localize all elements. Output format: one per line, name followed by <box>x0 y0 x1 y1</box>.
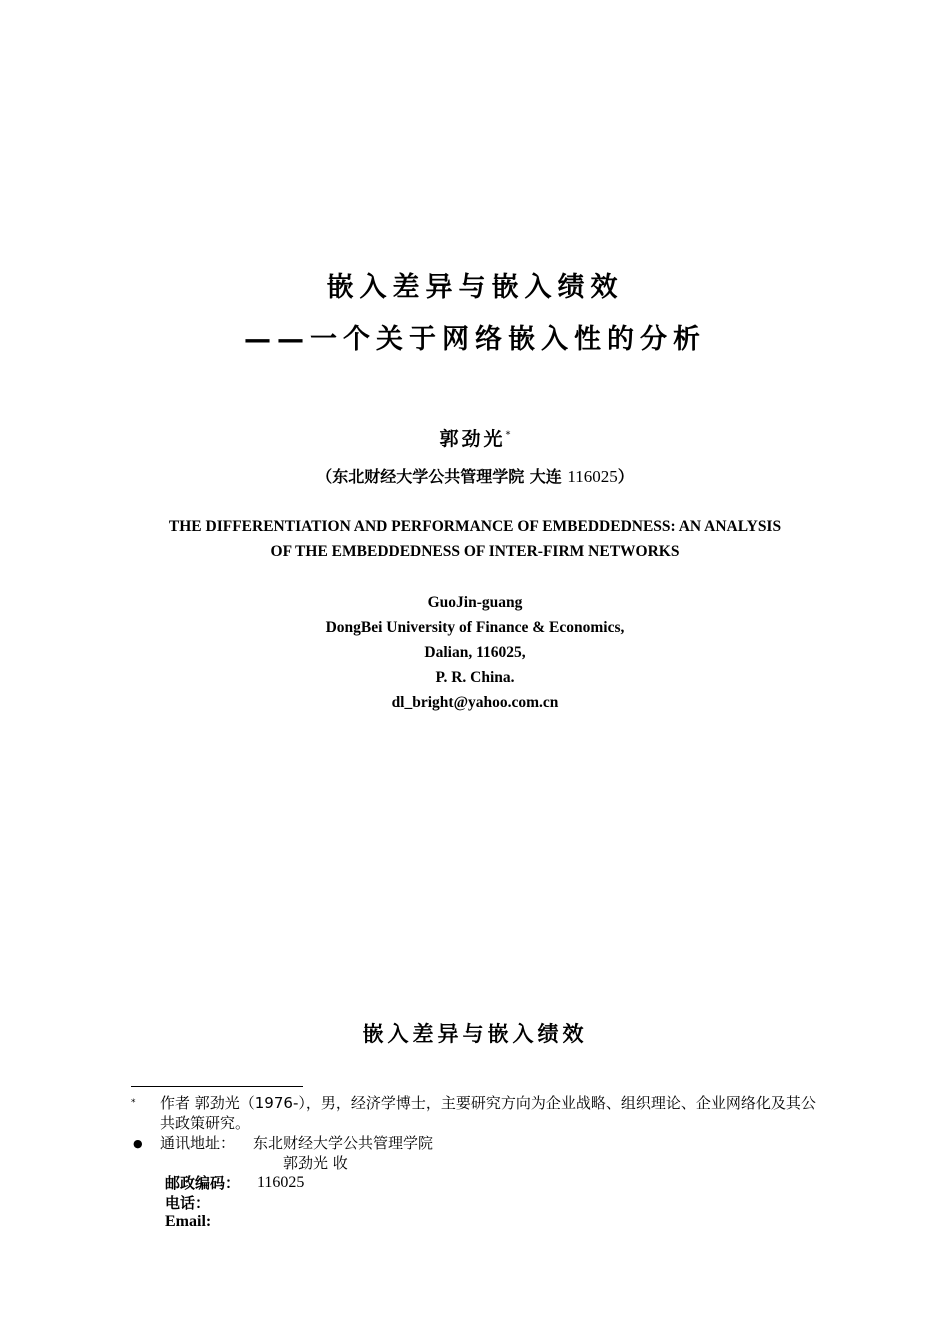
english-email: dl_bright@yahoo.com.cn <box>391 694 559 711</box>
tel-label: 电话： <box>165 1194 211 1212</box>
running-title: 嵌入差异与嵌入绩效 <box>362 1022 588 1046</box>
english-institution: DongBei University of Finance & Economics, <box>325 619 625 636</box>
paper-title-line1: 嵌入差异与嵌入绩效 <box>326 272 624 303</box>
affiliation-text: （东北财经大学公共管理学院 大连 <box>316 467 568 486</box>
zip-value: 116025 <box>257 1174 305 1191</box>
english-country: P. R. China. <box>435 669 515 686</box>
affiliation-close: ） <box>617 467 634 486</box>
zip-label: 邮政编码： <box>165 1174 241 1192</box>
english-author: GuoJin-guang <box>427 594 523 611</box>
affiliation-cn <box>0 464 950 487</box>
author-name: 郭劲光 <box>439 428 506 450</box>
paper-title-line2: ——一个关于网络嵌入性的分析 <box>244 324 706 355</box>
email-label: Email: <box>165 1213 212 1230</box>
address-label: 通讯地址： <box>160 1134 236 1152</box>
english-title-line1: THE DIFFERENTIATION AND PERFORMANCE OF EMBEDDEDNESS: AN ANALYSIS <box>168 518 782 535</box>
bullet-icon: ● <box>133 1137 143 1150</box>
address-value: 东北财经大学公共管理学院 <box>253 1134 434 1152</box>
english-city: Dalian, 116025, <box>424 644 526 661</box>
english-title-line2: OF THE EMBEDDEDNESS OF INTER-FIRM NETWORKS <box>270 543 680 560</box>
affiliation-zip: 116025 <box>567 467 618 486</box>
footnote-mark: * <box>505 429 511 441</box>
footnote-text: 作者 郭劲光（1976-），男，经济学博士，主要研究方向为企业战略、组织理论、企业网络化及其公共政策研究。 <box>160 1094 816 1132</box>
author-name-cn <box>0 424 950 451</box>
english-author-block <box>0 590 950 715</box>
footnote-divider <box>131 1086 303 1087</box>
footnote-star: * <box>131 1098 136 1108</box>
english-title <box>0 514 950 564</box>
recipient: 郭劲光 收 <box>283 1154 348 1172</box>
